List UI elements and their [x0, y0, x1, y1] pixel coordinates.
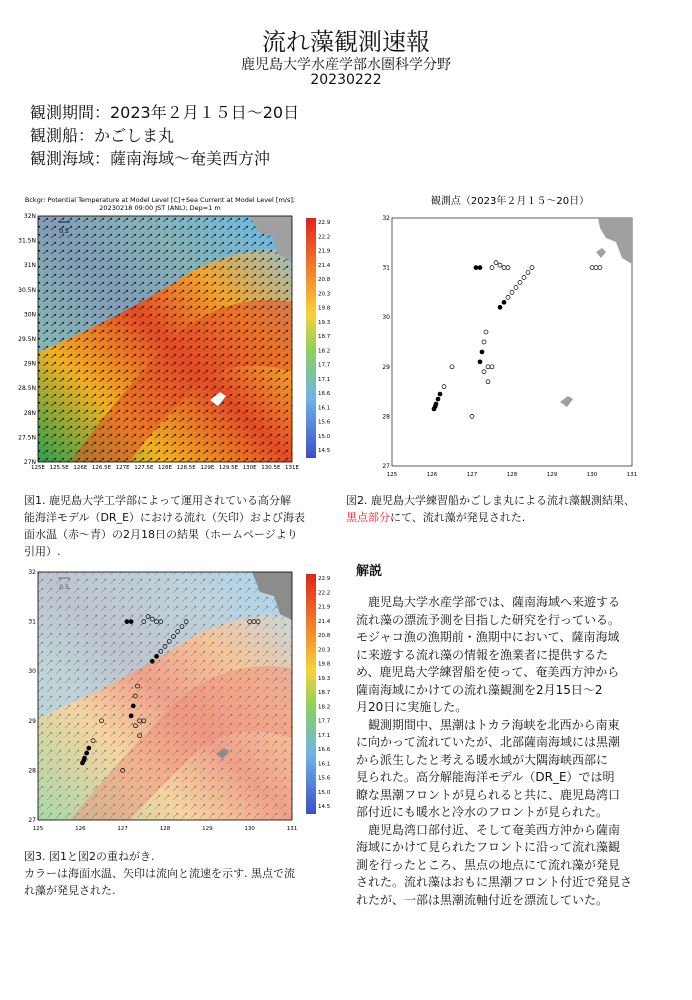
figure-2-title: 観測点（2023年２月１５～20日） [430, 196, 590, 207]
colorbar-label: 16.1 [318, 761, 331, 768]
figure-2-lon-axis [387, 472, 638, 478]
lon-tick-label: 125E [31, 465, 45, 471]
lon-tick-label: 130 [586, 472, 598, 478]
page-title: 流れ藻観測速報 [262, 28, 430, 56]
commentary-line: 鹿児島湾口部付近、そして奄美西方沖から薩南 [368, 822, 621, 837]
lat-tick-label: 30.5N [18, 286, 36, 294]
colorbar-label: 17.1 [318, 376, 331, 383]
commentary-line: 測を行ったところ、黒点の地点にて流れ藻が発見 [356, 857, 621, 872]
station-found [502, 300, 506, 304]
figure-3-colorbar [306, 574, 316, 814]
figure-2-caption-rest: にて、流れ藻が発見された. [390, 511, 526, 524]
colorbar-label: 20.3 [318, 291, 331, 298]
colorbar-label: 19.3 [318, 319, 331, 326]
lon-tick-label: 128.5E [176, 465, 196, 471]
lon-tick-label: 129E [200, 465, 215, 471]
info-period: 観測期間：2023年２月１５日～20日 [30, 103, 300, 122]
figure-3-colorbar-labels [318, 576, 331, 810]
figure-1-current-arrows [38, 216, 292, 462]
lat-tick-label: 30N [23, 311, 36, 319]
figure-3-scale-label: 0.5 [59, 584, 69, 591]
lat-tick-label: 29N [23, 360, 36, 368]
figure-3-caption-line: れ藻が発見された. [24, 884, 116, 897]
lon-tick-label: 126 [426, 472, 438, 478]
colorbar-label: 21.4 [318, 618, 331, 625]
commentary-line: れたが、一部は黒潮流軸付近を漂流していた。 [356, 892, 609, 907]
lon-tick-label: 126.5E [91, 465, 112, 471]
commentary-line: 月20日に実施した。 [356, 700, 468, 714]
commentary-line: された。流れ藻はおもに黒潮フロント付近で発見さ [356, 875, 633, 889]
lon-tick-label: 127 [466, 472, 478, 478]
commentary-line: 見られた。高分解能海洋モデル（DR_E）では明 [356, 770, 615, 784]
lat-tick-label: 29.5N [18, 336, 36, 343]
lat-tick-label: 32 [28, 569, 36, 576]
lon-tick-label: 129 [546, 472, 558, 478]
commentary-line: に来遊する流れ藻の情報を漁業者に提供するた [356, 647, 609, 662]
lat-tick-label: 27N [23, 459, 36, 466]
figure-1-lon-axis [31, 465, 299, 471]
colorbar-label: 15.0 [318, 789, 331, 796]
lon-tick-label: 127 [117, 826, 128, 832]
lat-tick-label: 28 [382, 413, 390, 421]
figure-2-caption [346, 492, 686, 526]
report-date: 20230222 [310, 72, 382, 88]
figure-3-caption-line: 図3. 図1と図2の重ねがき. [24, 850, 155, 863]
commentary-line: 部付近にも暖水と冷水のフロントが見られた。 [356, 805, 609, 819]
lon-tick-label: 130.5E [261, 465, 281, 471]
colorbar-label: 15.6 [318, 419, 331, 426]
lon-tick-label: 127.5E [134, 465, 154, 471]
colorbar-label: 22.2 [318, 590, 331, 597]
colorbar-label: 15.0 [318, 433, 331, 440]
lat-tick-label: 27 [28, 817, 36, 824]
figure-1-scale-label: 0.5 [59, 228, 69, 235]
figure-1-colorbar-labels [318, 220, 331, 454]
figure-2 [360, 192, 660, 482]
commentary-line: 薩南海域にかけての流れ藻観測を2月15日～2 [356, 682, 603, 697]
lon-tick-label: 128 [506, 472, 518, 478]
commentary-line: 瞭な黒潮フロントが見られると共に、鹿児島湾口 [356, 787, 621, 802]
lat-tick-label: 32 [382, 215, 390, 222]
lon-tick-label: 131E [285, 465, 299, 471]
figure-1-caption-line: 引用）. [24, 545, 61, 558]
figure-2-lat-axis [382, 215, 390, 470]
lon-tick-label: 128E [158, 465, 172, 471]
figure-1-colorbar [306, 218, 316, 458]
figure-1-caption-line: 図1. 鹿児島大学工学部によって運用されている高分解 [24, 494, 291, 507]
commentary-line: 観測期間中、黒潮はトカラ海峡を北西から南東 [368, 717, 620, 732]
lon-tick-label: 129.5E [218, 465, 239, 471]
colorbar-label: 17.1 [318, 732, 331, 739]
colorbar-label: 18.2 [318, 704, 331, 711]
lat-tick-label: 31 [28, 618, 36, 626]
colorbar-label: 22.2 [318, 234, 331, 241]
commentary-line: 海域にかけて見られたフロントに沿って流れ藻観 [356, 840, 621, 854]
lon-tick-label: 127E [115, 465, 130, 471]
station-found [434, 402, 438, 406]
figure-3-caption [24, 848, 344, 899]
colorbar-label: 17.7 [318, 362, 331, 369]
lat-tick-label: 31N [23, 262, 36, 270]
figure-1-map-title-line2: 20230218 09:00 JST (ANL); Dep=1 m [99, 204, 221, 212]
lat-tick-label: 31.5N [18, 237, 36, 245]
lon-tick-label: 125 [32, 826, 44, 832]
lat-tick-label: 29 [382, 363, 390, 371]
colorbar-label: 22.9 [318, 220, 331, 226]
figure-2-caption-line [346, 509, 686, 526]
station-found [131, 704, 135, 708]
colorbar-label: 21.4 [318, 262, 331, 269]
commentary-line: 鹿児島大学水産学部では、薩南海域へ来遊する [368, 595, 621, 609]
colorbar-label: 22.9 [318, 576, 331, 582]
station-found [478, 360, 482, 364]
figure-1-caption [24, 492, 344, 560]
lat-tick-label: 32N [23, 213, 36, 220]
colorbar-label: 14.5 [318, 448, 331, 454]
lat-tick-label: 30 [28, 668, 36, 676]
figure-3-map [10, 568, 340, 840]
figure-3-lat-axis [28, 569, 36, 824]
commentary-line: 流れ藻の漂流予測を目指した研究を行っている。 [356, 612, 621, 627]
commentary-line: モジャコ漁の漁期前・漁期中において、薩南海域 [356, 630, 620, 644]
lat-tick-label: 30 [382, 314, 390, 322]
colorbar-label: 18.2 [318, 348, 331, 355]
lon-tick-label: 130E [242, 465, 257, 471]
page-subtitle: 鹿児島大学水産学部水圏科学分野 [241, 57, 451, 73]
lat-tick-label: 27 [382, 463, 390, 470]
commentary-heading: 解説 [356, 564, 383, 579]
figure-1-caption-line: 面水温（赤～青）の2月18日の結果（ホームページより [24, 528, 298, 541]
station-found [155, 654, 159, 658]
figure-1-lat-axis [18, 213, 36, 466]
station-found [125, 620, 129, 624]
figure-3 [10, 568, 340, 840]
figure-1-caption-line: 能海洋モデル（DR_E）における流れ（矢印）および海表 [24, 511, 306, 524]
commentary-line: め、鹿児島大学練習船を使って、奄美西方沖から [356, 665, 620, 679]
lon-tick-label: 128 [159, 826, 171, 832]
commentary-line: から派生したと考える暖水域が大隅海峡西部に [356, 752, 609, 767]
info-area: 観測海域：薩南海域～奄美西方沖 [30, 149, 271, 168]
colorbar-label: 20.8 [318, 277, 331, 283]
lat-tick-label: 28N [23, 409, 36, 417]
colorbar-label: 21.9 [318, 248, 331, 255]
figure-1-map-title-line1: Bckgr: Potential Temperature at Model Level [C]+Sea Current at Model Level [m/s]; [24, 196, 296, 204]
lon-tick-label: 131 [286, 826, 298, 832]
figure-2-plot-area [392, 218, 632, 466]
station-found [85, 751, 89, 755]
figure-1-map [10, 192, 340, 472]
lat-tick-label: 27.5N [18, 434, 36, 442]
commentary-paragraph [356, 594, 656, 717]
commentary-body [356, 594, 656, 909]
lon-tick-label: 126 [75, 826, 86, 832]
station-found [87, 746, 91, 750]
lat-tick-label: 29 [28, 717, 36, 725]
station-found [478, 266, 482, 270]
station-found [129, 620, 133, 624]
figure-2-caption-line: 図2. 鹿児島大学練習船かごしま丸による流れ藻観測結果、 [346, 494, 635, 507]
lon-tick-label: 125.5E [49, 465, 69, 471]
colorbar-label: 17.7 [318, 718, 331, 725]
station-found [480, 350, 484, 354]
lon-tick-label: 131 [626, 472, 638, 478]
station-found [498, 305, 502, 309]
lat-tick-label: 28 [28, 767, 36, 775]
colorbar-label: 16.6 [318, 391, 331, 397]
colorbar-label: 18.7 [318, 690, 331, 696]
lon-tick-label: 126E [73, 465, 88, 471]
colorbar-label: 14.5 [318, 804, 331, 810]
colorbar-label: 20.3 [318, 647, 331, 654]
lon-tick-label: 130 [244, 826, 255, 832]
figure-2-caption-highlight: 黒点部分 [346, 511, 390, 524]
figure-1 [10, 192, 340, 472]
colorbar-label: 19.8 [318, 305, 331, 312]
colorbar-label: 20.8 [318, 633, 331, 639]
lat-tick-label: 31 [382, 264, 390, 272]
info-vessel: 観測船：かごしま丸 [30, 126, 175, 145]
commentary-paragraph [356, 717, 656, 822]
colorbar-label: 15.6 [318, 775, 331, 782]
colorbar-label: 19.3 [318, 675, 331, 682]
lat-tick-label: 28.5N [18, 385, 36, 393]
colorbar-label: 16.6 [318, 747, 331, 753]
station-found [83, 756, 87, 760]
colorbar-label: 21.9 [318, 604, 331, 611]
figure-3-current-arrows [38, 572, 292, 820]
station-found [150, 659, 154, 663]
station-found [436, 397, 440, 401]
colorbar-label: 16.1 [318, 405, 331, 412]
commentary-paragraph [356, 822, 656, 910]
lon-tick-label: 125 [386, 472, 398, 478]
station-found [474, 266, 478, 270]
figure-3-lon-axis [33, 826, 298, 832]
commentary-line: に向かって流れていたが、北部薩南海域には黒潮 [356, 735, 621, 749]
station-found [438, 392, 442, 396]
station-found [129, 714, 133, 718]
figure-3-caption-line: カラーは海面水温、矢印は流向と流速を示す. 黒点で流 [24, 867, 295, 880]
colorbar-label: 18.7 [318, 334, 331, 340]
lon-tick-label: 129 [202, 826, 213, 832]
colorbar-label: 19.8 [318, 661, 331, 668]
figure-2-map [360, 192, 660, 482]
